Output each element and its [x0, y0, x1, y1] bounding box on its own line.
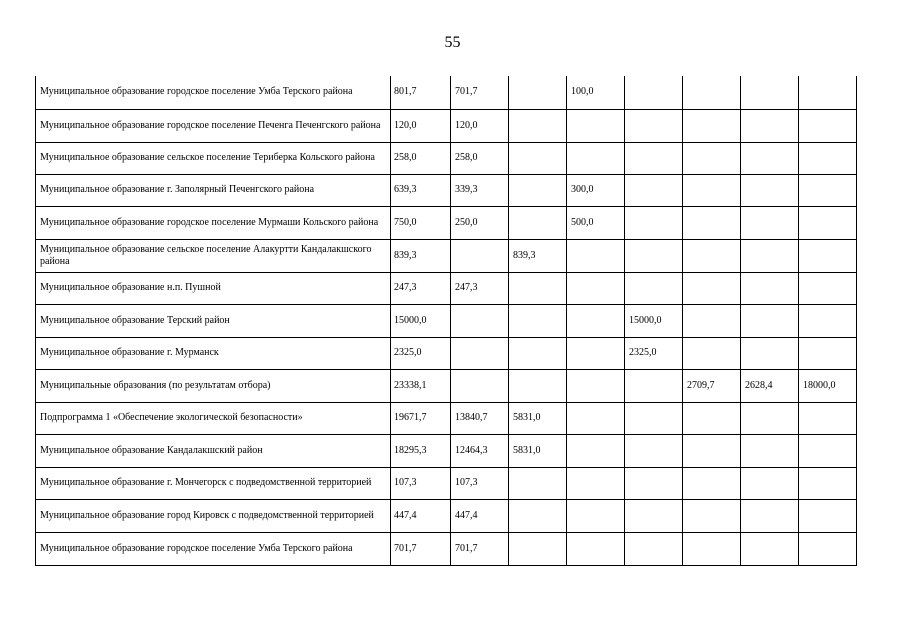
value-cell [741, 467, 799, 499]
value-cell: 120,0 [451, 109, 509, 142]
value-cell [625, 369, 683, 402]
value-cell [799, 76, 857, 109]
value-cell [625, 434, 683, 467]
value-cell: 447,4 [391, 499, 451, 532]
row-name-cell: Подпрограмма 1 «Обеспечение экологической безопасности» [36, 402, 391, 434]
value-cell [799, 272, 857, 304]
value-cell [567, 532, 625, 565]
value-cell [799, 142, 857, 174]
value-cell: 107,3 [391, 467, 451, 499]
value-cell [741, 76, 799, 109]
value-cell [799, 532, 857, 565]
value-cell [625, 142, 683, 174]
row-name-cell: Муниципальное образование городское поселение Печенга Печенгского района [36, 109, 391, 142]
value-cell [799, 206, 857, 239]
value-cell [799, 109, 857, 142]
value-cell: 13840,7 [451, 402, 509, 434]
value-cell: 258,0 [391, 142, 451, 174]
value-cell [567, 499, 625, 532]
value-cell: 500,0 [567, 206, 625, 239]
value-cell [741, 174, 799, 206]
value-cell [799, 467, 857, 499]
value-cell [567, 369, 625, 402]
value-cell [799, 304, 857, 337]
value-cell: 2628,4 [741, 369, 799, 402]
value-cell [567, 239, 625, 272]
row-name-cell: Муниципальные образования (по результатам отбора) [36, 369, 391, 402]
value-cell [625, 272, 683, 304]
budget-table [35, 76, 857, 566]
table-row [36, 467, 857, 499]
value-cell: 247,3 [451, 272, 509, 304]
value-cell [741, 304, 799, 337]
table-row [36, 369, 857, 402]
value-cell [625, 174, 683, 206]
row-name-cell: Муниципальное образование Кандалакшский район [36, 434, 391, 467]
value-cell [799, 239, 857, 272]
value-cell [509, 174, 567, 206]
value-cell: 2325,0 [625, 337, 683, 369]
value-cell: 339,3 [451, 174, 509, 206]
value-cell: 247,3 [391, 272, 451, 304]
value-cell: 701,7 [451, 76, 509, 109]
value-cell: 23338,1 [391, 369, 451, 402]
value-cell [683, 142, 741, 174]
value-cell [451, 369, 509, 402]
value-cell: 701,7 [451, 532, 509, 565]
table-row [36, 142, 857, 174]
table-row [36, 434, 857, 467]
row-name-cell: Муниципальное образование г. Заполярный Печенгского района [36, 174, 391, 206]
row-name-cell: Муниципальное образование сельское поселение Териберка Кольского района [36, 142, 391, 174]
row-name-cell: Муниципальное образование н.п. Пушной [36, 272, 391, 304]
value-cell [683, 402, 741, 434]
value-cell [451, 304, 509, 337]
value-cell: 120,0 [391, 109, 451, 142]
value-cell [625, 76, 683, 109]
value-cell: 839,3 [391, 239, 451, 272]
value-cell: 2709,7 [683, 369, 741, 402]
value-cell [683, 109, 741, 142]
value-cell [683, 239, 741, 272]
value-cell [567, 402, 625, 434]
value-cell: 639,3 [391, 174, 451, 206]
table-row [36, 304, 857, 337]
value-cell [799, 402, 857, 434]
value-cell [741, 434, 799, 467]
value-cell [625, 467, 683, 499]
value-cell: 107,3 [451, 467, 509, 499]
page-number: 55 [444, 34, 461, 51]
value-cell [625, 239, 683, 272]
value-cell [799, 174, 857, 206]
value-cell [625, 532, 683, 565]
value-cell [741, 499, 799, 532]
table-row [36, 272, 857, 304]
value-cell: 447,4 [451, 499, 509, 532]
value-cell: 15000,0 [391, 304, 451, 337]
value-cell: 258,0 [451, 142, 509, 174]
value-cell [741, 142, 799, 174]
value-cell: 5831,0 [509, 402, 567, 434]
value-cell [741, 402, 799, 434]
value-cell [683, 499, 741, 532]
value-cell: 701,7 [391, 532, 451, 565]
table-row [36, 402, 857, 434]
value-cell [509, 272, 567, 304]
value-cell [625, 499, 683, 532]
value-cell [741, 109, 799, 142]
value-cell: 839,3 [509, 239, 567, 272]
value-cell [799, 499, 857, 532]
table-row [36, 337, 857, 369]
value-cell [683, 76, 741, 109]
value-cell [451, 239, 509, 272]
value-cell [741, 532, 799, 565]
value-cell: 12464,3 [451, 434, 509, 467]
value-cell [683, 304, 741, 337]
value-cell [683, 337, 741, 369]
value-cell: 18295,3 [391, 434, 451, 467]
value-cell [509, 304, 567, 337]
row-name-cell: Муниципальное образование Терский район [36, 304, 391, 337]
value-cell [799, 434, 857, 467]
value-cell: 250,0 [451, 206, 509, 239]
value-cell [683, 467, 741, 499]
value-cell [509, 337, 567, 369]
value-cell [741, 206, 799, 239]
value-cell [567, 337, 625, 369]
value-cell [567, 304, 625, 337]
row-name-cell: Муниципальное образование сельское поселение Алакуртти Кандалакшского района [36, 239, 391, 272]
value-cell [567, 142, 625, 174]
value-cell [451, 337, 509, 369]
value-cell [683, 272, 741, 304]
table-row [36, 76, 857, 109]
table-row [36, 532, 857, 565]
value-cell [509, 142, 567, 174]
value-cell [741, 272, 799, 304]
value-cell: 750,0 [391, 206, 451, 239]
value-cell: 801,7 [391, 76, 451, 109]
value-cell [741, 337, 799, 369]
value-cell [799, 337, 857, 369]
value-cell [741, 239, 799, 272]
value-cell [567, 109, 625, 142]
value-cell: 2325,0 [391, 337, 451, 369]
value-cell [567, 434, 625, 467]
value-cell [509, 76, 567, 109]
value-cell [567, 272, 625, 304]
value-cell: 19671,7 [391, 402, 451, 434]
value-cell: 18000,0 [799, 369, 857, 402]
value-cell [683, 532, 741, 565]
table-row [36, 206, 857, 239]
value-cell: 15000,0 [625, 304, 683, 337]
row-name-cell: Муниципальное образование городское поселение Умба Терского района [36, 76, 391, 109]
row-name-cell: Муниципальное образование городское поселение Умба Терского района [36, 532, 391, 565]
value-cell [567, 467, 625, 499]
value-cell [509, 532, 567, 565]
table-row [36, 239, 857, 272]
value-cell [625, 109, 683, 142]
value-cell [509, 206, 567, 239]
row-name-cell: Муниципальное образование г. Мончегорск с подведомственной территорией [36, 467, 391, 499]
value-cell: 5831,0 [509, 434, 567, 467]
row-name-cell: Муниципальное образование г. Мурманск [36, 337, 391, 369]
table-row [36, 499, 857, 532]
value-cell [509, 109, 567, 142]
value-cell: 100,0 [567, 76, 625, 109]
value-cell [509, 499, 567, 532]
value-cell [625, 206, 683, 239]
value-cell [683, 206, 741, 239]
value-cell: 300,0 [567, 174, 625, 206]
value-cell [683, 174, 741, 206]
value-cell [509, 369, 567, 402]
value-cell [625, 402, 683, 434]
value-cell [509, 467, 567, 499]
table-row [36, 174, 857, 206]
value-cell [683, 434, 741, 467]
table-row [36, 109, 857, 142]
row-name-cell: Муниципальное образование городское поселение Мурмаши Кольского района [36, 206, 391, 239]
row-name-cell: Муниципальное образование город Кировск с подведомственной территорией [36, 499, 391, 532]
